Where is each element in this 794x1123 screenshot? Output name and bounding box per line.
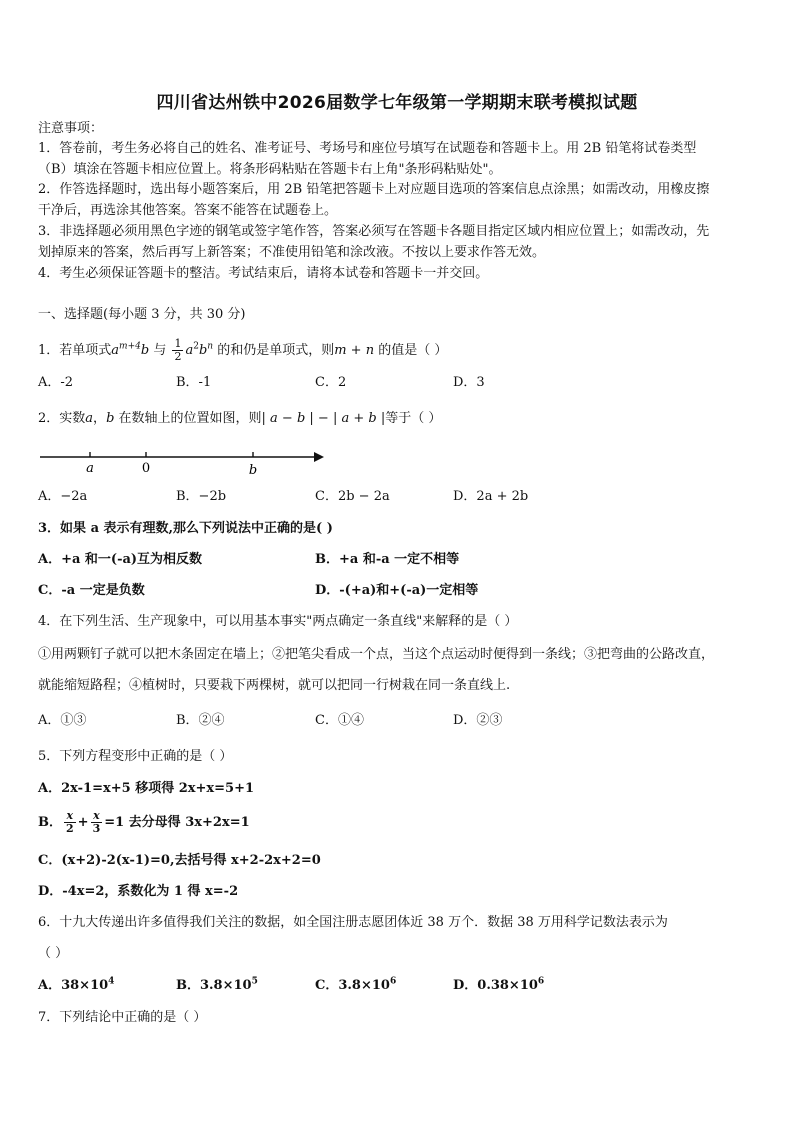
q3-option-b: B．+a 和-a 一定不相等 <box>315 552 460 567</box>
q1-option-a: A．-2 <box>38 375 74 390</box>
q1-mid: 与 <box>149 343 171 358</box>
notice-item: 3．非选择题必须用黑色字迹的钢笔或签字笔作答，答案必须写在答题卡各题目指定区域内相应位置上；如需改动，先 <box>38 224 710 239</box>
q6-option-a: A．$38\times 10^4$ <box>38 976 115 993</box>
q3-option-a: A．+a 和一(-a)互为相反数 <box>38 552 203 567</box>
q2-end: 等于（ ） <box>385 411 442 426</box>
q5-b-label: B． <box>38 815 62 830</box>
question-3: 3．如果 a 表示有理数,那么下列说法中正确的是( ) <box>38 521 333 536</box>
q2-comma: ， <box>93 411 107 426</box>
q2-expr: | a − b | − | a + b | <box>261 411 386 426</box>
question-5: 5．下列方程变形中正确的是（ ） <box>38 749 233 764</box>
question-4: 4．在下列生活、生产现象中，可以用基本事实"两点确定一条直线"来解释的是（ ） <box>38 614 518 629</box>
page-title: 四川省达州铁中2026届数学七年级第一学期期末联考模拟试题 <box>156 93 638 113</box>
q5-option-d: D．-4x=2，系数化为 1 得 x=-2 <box>38 884 239 899</box>
q6-paren: （ ） <box>38 946 69 961</box>
q4-option-a: A．①③ <box>38 713 87 728</box>
q5-plus: + <box>77 815 89 830</box>
q1-term1-exp: m+4 <box>119 341 141 352</box>
q1-prefix: 1．若单项式 <box>38 343 112 358</box>
q1-term2-b: b <box>198 343 208 358</box>
q2-var-a: a <box>85 411 94 426</box>
question-6: 6．十九大传递出许多值得我们关注的数据，如全国注册志愿团体近 38 万个．数据 38 万用科学记数法表示为 <box>38 915 668 930</box>
q1-fraction: $\frac{1}{2}$ <box>174 337 182 363</box>
question-2 <box>38 411 441 427</box>
q1-option-d: D．3 <box>453 375 485 390</box>
q1-end: 的值是（ ） <box>374 343 448 358</box>
q1-expr: m + n <box>334 343 375 358</box>
notice-heading: 注意事项： <box>38 121 104 136</box>
q1-term1-b: b <box>140 343 150 358</box>
notice-item: 1．答卷前，考生务必将自己的姓名、准考证号、考场号和座位号填写在试题卷和答题卡上。用 2B 铅笔将试卷类型 <box>38 141 697 156</box>
label-b: b <box>248 463 258 476</box>
q4-body: ①用两颗钉子就可以把木条固定在墙上；②把笔尖看成一个点，当这个点运动时便得到一条线；③把弯曲的公路改直， <box>38 647 715 662</box>
notice-item: 划掉原来的答案，然后再写上新答案；不准使用铅笔和涂改液。不按以上要求作答无效。 <box>38 245 546 260</box>
q1-term1-base: a <box>111 343 120 358</box>
q6-option-c: C．$3.8\times 10^6$ <box>315 976 397 993</box>
q2-option-d: D．2a + 2b <box>453 489 529 504</box>
number-line <box>38 446 328 476</box>
q4-body: 就能缩短路程；④植树时，只要栽下两棵树，就可以把同一行树栽在同一条直线上. <box>38 678 511 693</box>
q5-option-c: C．(x+2)-2(x-1)=0,去括号得 x+2-2x+2=0 <box>38 853 321 868</box>
q4-option-b: B．②④ <box>176 713 225 728</box>
q6-option-b: B．$3.8\times 10^5$ <box>176 976 258 993</box>
q5-fraction-1: $\frac{x}{2}$ <box>66 809 74 835</box>
notice-item: 干净后，再选涂其他答案。答案不能答在试题卷上。 <box>38 203 338 218</box>
q2-option-b: B．−2b <box>176 489 227 504</box>
q1-term2-base: a <box>185 343 194 358</box>
q5-b-post: =1 去分母得 3x+2x=1 <box>104 815 250 830</box>
q2-option-c: C．2b − 2a <box>315 489 390 504</box>
q1-option-b: B．-1 <box>176 375 212 390</box>
section-heading: 一、选择题(每小题 3 分，共 30 分) <box>38 307 246 322</box>
q4-option-d: D．②③ <box>453 713 503 728</box>
q3-option-c: C．-a 一定是负数 <box>38 583 145 598</box>
notice-item: 4．考生必须保证答题卡的整洁。考试结束后，请将本试卷和答题卡一并交回。 <box>38 266 489 281</box>
number-line-arrow <box>314 452 324 462</box>
q1-post: 的和仍是单项式，则 <box>213 343 335 358</box>
q2-prefix: 2．实数 <box>38 411 86 426</box>
label-0: 0 <box>141 461 151 476</box>
q5-option-b <box>38 810 250 835</box>
label-a: a <box>86 461 94 476</box>
q5-option-a: A．2x-1=x+5 移项得 2x+x=5+1 <box>38 781 255 796</box>
q1-term2-exp-a: 2 <box>193 341 199 352</box>
question-1 <box>38 338 447 363</box>
notice-item: （B）填涂在答题卡相应位置上。将条形码粘贴在答题卡右上角"条形码粘贴处"。 <box>38 162 502 177</box>
q3-option-d: D．-(+a)和+(-a)一定相等 <box>315 583 479 598</box>
q4-option-c: C．①④ <box>315 713 364 728</box>
q5-fraction-2: $\frac{x}{3}$ <box>92 809 101 835</box>
notice-item: 2．作答选择题时，选出每小题答案后，用 2B 铅笔把答题卡上对应题目选项的答案信息点涂黑；如需改动，用橡皮擦 <box>38 182 710 197</box>
q2-option-a: A．−2a <box>38 489 88 504</box>
q1-term2-exp-b: n <box>207 341 214 352</box>
q2-var-b: b <box>106 411 115 426</box>
q2-mid: 在数轴上的位置如图，则 <box>114 411 262 426</box>
q6-option-d: D．$0.38\times 10^6$ <box>453 976 545 993</box>
q1-option-c: C．2 <box>315 375 347 390</box>
question-7: 7．下列结论中正确的是（ ） <box>38 1010 207 1025</box>
